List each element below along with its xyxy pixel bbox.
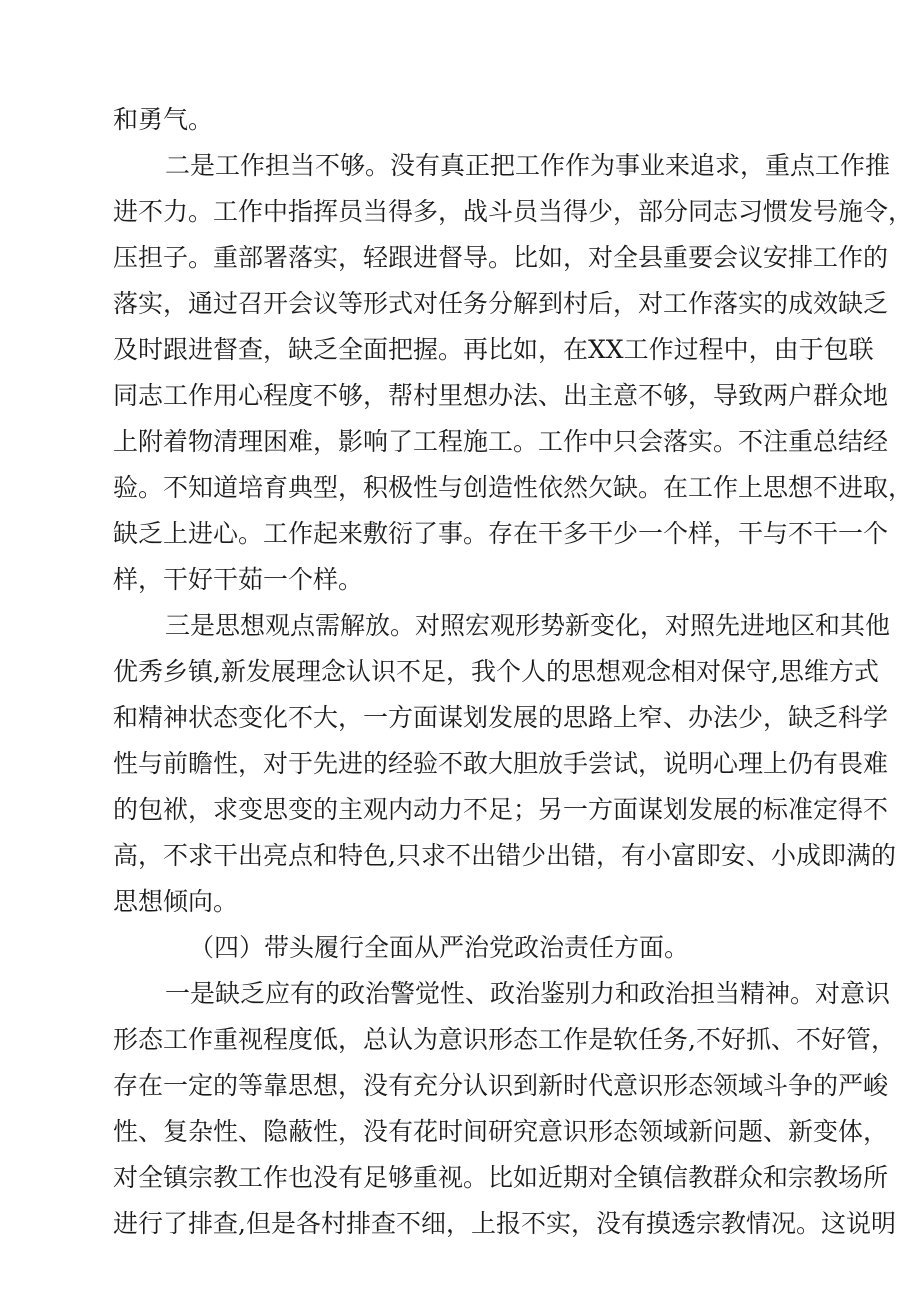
text-line: 存在一定的等靠思想，没有充分认识到新时代意识形态领域斗争的严峻	[113, 1071, 889, 1100]
text-line: 进行了排查,但是各村排查不细，上报不实，没有摸透宗教情况。这说明	[113, 1209, 896, 1238]
paragraph-start-line: 一是缺乏应有的政治警觉性、政治鉴别力和政治担当精神。对意识	[165, 979, 891, 1008]
section-heading: （四）带头履行全面从严治党政治责任方面。	[189, 933, 690, 962]
text-line: 落实，通过召开会议等形式对任务分解到村后，对工作落实的成效缺乏	[113, 289, 889, 318]
text-line: 性、复杂性、隐蔽性，没有花时间研究意识形态领域新问题、新变体，	[113, 1117, 889, 1146]
text-line: 样，干好干茹一个样。	[113, 565, 364, 594]
text-line: 验。不知道培育典型，积极性与创造性依然欠缺。在工作上思想不进取，	[113, 473, 914, 502]
text-line: 高，不求干出亮点和特色,只求不出错少出错，有小富即安、小成即满的	[113, 841, 896, 870]
paragraph-start-line: 三是思想观点需解放。对照宏观形势新变化，对照先进地区和其他	[165, 611, 891, 640]
text-line: 对全镇宗教工作也没有足够重视。比如近期对全镇信教群众和宗教场所	[113, 1163, 889, 1192]
text-line: 形态工作重视程度低，总认为意识形态工作是软任务,不好抓、不好管，	[113, 1025, 896, 1054]
text-line: 思想倾向。	[113, 887, 239, 916]
text-line: 压担子。重部署落实，轻跟进督导。比如，对全县重要会议安排工作的	[113, 243, 889, 272]
text-line: 的包袱，求变思变的主观内动力不足；另一方面谋划发展的标准定得不	[113, 795, 889, 824]
text-line: 和精神状态变化不大，一方面谋划发展的思路上窄、办法少，缺乏科学	[113, 703, 889, 732]
text-line: 性与前瞻性，对于先进的经验不敢大胆放手尝试，说明心理上仍有畏难	[113, 749, 889, 778]
text-line: 进不力。工作中指挥员当得多，战斗员当得少，部分同志习惯发号施令，	[113, 197, 914, 226]
text-line: 和勇气。	[113, 105, 214, 134]
text-line: 及时跟进督查，缺乏全面把握。再比如，在XX工作过程中，由于包联	[113, 335, 874, 364]
text-line: 上附着物清理困难，影响了工程施工。工作中只会落实。不注重总结经	[113, 427, 889, 456]
text-line: 同志工作用心程度不够，帮村里想办法、出主意不够，导致两户群众地	[113, 381, 889, 410]
text-line: 优秀乡镇,新发展理念认识不足，我个人的思想观念相对保守,思维方式	[113, 657, 879, 686]
paragraph-start-line: 二是工作担当不够。没有真正把工作作为事业来追求，重点工作推	[165, 151, 891, 180]
text-line: 缺乏上进心。工作起来敷衍了事。存在干多干少一个样，干与不干一个	[113, 519, 889, 548]
